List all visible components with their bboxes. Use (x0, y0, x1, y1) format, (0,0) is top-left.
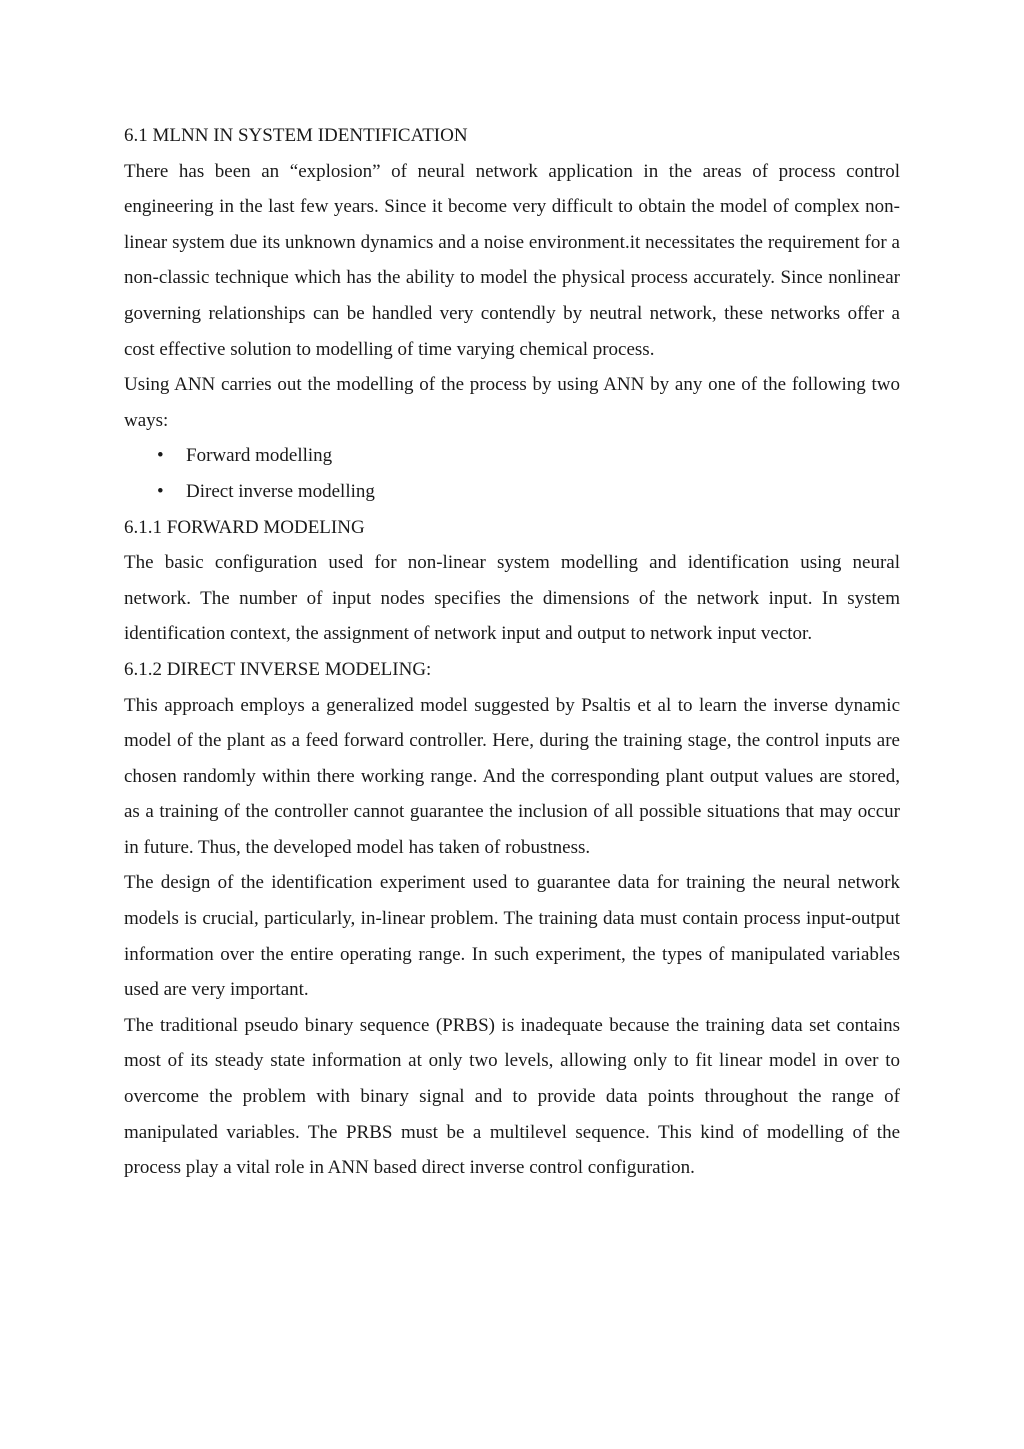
prbs-paragraph: The traditional pseudo binary sequence (PRBS) is inadequate because the training data set contains most of its steady state information at only two levels, allowing only to fit linear model in over to overcome the problem with binary signal and to provide data points throughout the range of manipulated variables. The PRBS must be a multilevel sequence. This kind of modelling of the process play a vital role in ANN based direct inverse control configuration. (124, 1014, 900, 1179)
list-item-label: Direct inverse modelling (186, 480, 375, 502)
identification-experiment-paragraph: The design of the identification experiment used to guarantee data for training the neural network models is crucial, particularly, in-linear problem. The training data must contain process input-output information over the entire operating range. In such experiment, the types of manipulated variables used are very important. (124, 872, 900, 1001)
modelling-ways-list (124, 438, 900, 509)
list-item-label: Forward modelling (186, 445, 333, 467)
bullet-icon: • (157, 480, 164, 502)
ann-ways-paragraph: Using ANN carries out the modelling of the process by using ANN by any one of the following two ways: (124, 374, 900, 431)
bullet-icon: • (157, 445, 164, 467)
section-heading: 6.1 MLNN IN SYSTEM IDENTIFICATION (124, 125, 468, 146)
document-page (124, 118, 900, 1186)
forward-modeling-paragraph: The basic configuration used for non-linear system modelling and identification using neural network. The number of input nodes specifies the dimensions of the network input. In system identification context, the assignment of network input and output to network input vector. (124, 552, 900, 645)
forward-modeling-heading: 6.1.1 FORWARD MODELING (124, 516, 365, 538)
list-item (124, 474, 900, 510)
list-item (124, 438, 900, 474)
intro-paragraph: There has been an “explosion” of neural network application in the areas of process control engineering in the last few years. Since it become very difficult to obtain the model of complex non-linear system due its unknown dynamics and a noise environment.it necessitates the requirement for a non-classic technique which has the ability to model the physical process accurately. Since nonlinear governing relationships can be handled very contendly by neutral network, these networks offer a cost effective solution to modelling of time varying chemical process. (124, 160, 900, 360)
direct-inverse-paragraph: This approach employs a generalized model suggested by Psaltis et al to learn the inverse dynamic model of the plant as a feed forward controller. Here, during the training stage, the control inputs are chosen randomly within there working range. And the corresponding plant output values are stored, as a training of the controller cannot guarantee the inclusion of all possible situations that may occur in future. Thus, the developed model has taken of robustness. (124, 694, 900, 858)
direct-inverse-modeling-heading: 6.1.2 DIRECT INVERSE MODELING: (124, 658, 432, 680)
